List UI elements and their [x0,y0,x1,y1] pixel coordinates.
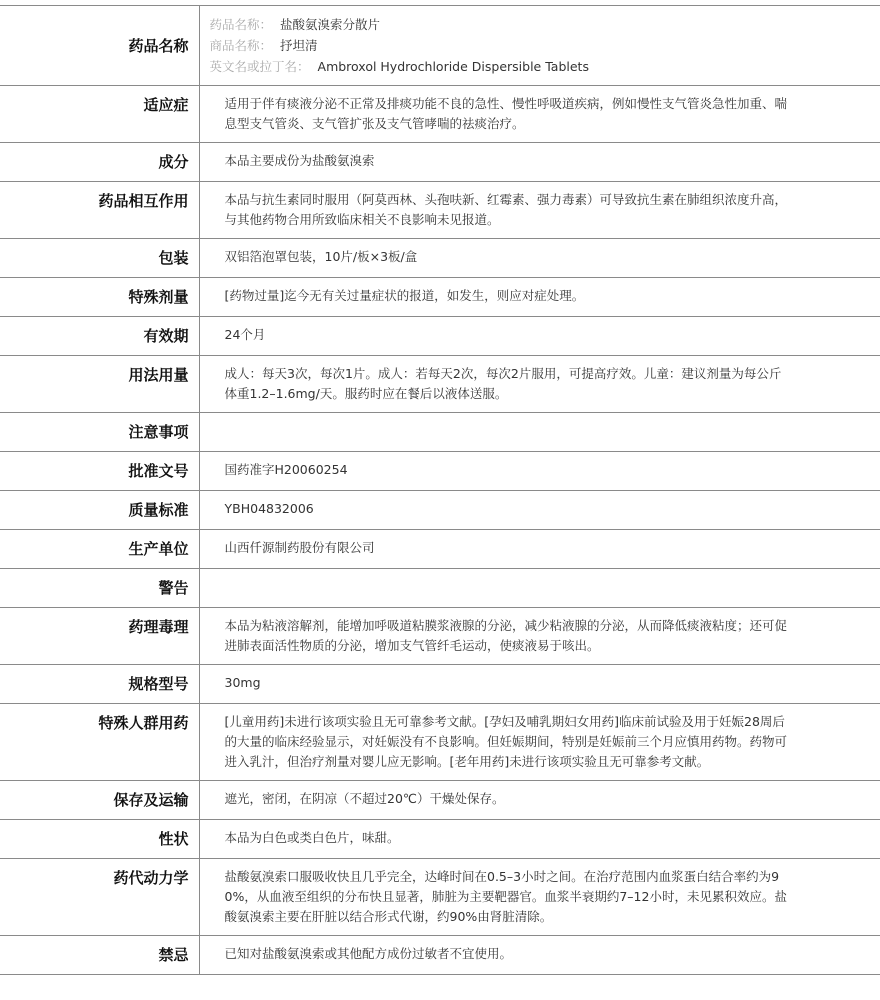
table-row [0,859,880,936]
row-label: 有效期 [0,317,199,356]
row-text [225,421,791,441]
row-value [199,569,880,608]
trade-name-key: 商品名称： [209,38,273,53]
row-label: 药理毒理 [0,608,199,665]
table-row [0,86,880,143]
english-name-key: 英文名或拉丁名： [209,59,310,74]
table-row [0,452,880,491]
row-value [199,859,880,936]
row-text: 盐酸氨溴索口服吸收快且几乎完全，达峰时间在0.5–3小时之间。在治疗范围内血浆蛋白结合率约为90%，从血液至组织的分布快且显著，肺脏为主要靶器官。血浆半衰期约7–12小时，未见累积效应。盐酸氨溴索主要在肝脏以结合形式代谢，约90%由肾脏清除。 [224,869,787,924]
table-row [0,278,880,317]
row-label: 成分 [0,143,199,182]
row-label: 警告 [0,569,199,608]
table-row [0,665,880,704]
row-value [199,781,880,820]
english-name-line [210,56,791,77]
row-text: [药物过量]迄今无有关过量症状的报道，如发生，则应对症处理。 [224,288,585,303]
row-label: 注意事项 [0,413,199,452]
generic-name-line [210,14,791,35]
row-value [199,413,880,452]
table-row [0,182,880,239]
row-value [199,608,880,665]
row-value [199,6,880,86]
row-text: 本品为白色或类白色片，味甜。 [224,830,400,845]
table-row [0,143,880,182]
row-value [199,820,880,859]
row-text: 24个月 [224,327,266,342]
table-row [0,530,880,569]
table-row [0,704,880,781]
row-text: [儿童用药]未进行该项实验且无可靠参考文献。[孕妇及哺乳期妇女用药]临床前试验及用于妊娠28周后的大量的临床经验显示，对妊娠没有不良影响。但妊娠期间，特别是妊娠前三个月应慎用药物。药物可进入乳汁，但治疗剂量对婴儿应无影响。[老年用药]未进行该项实验且无可靠参考文献。 [224,714,788,769]
row-label: 适应症 [0,86,199,143]
row-label: 规格型号 [0,665,199,704]
table-row [0,936,880,975]
table-row [0,239,880,278]
table-row [0,820,880,859]
trade-name-line [210,35,791,56]
row-value [199,452,880,491]
row-label: 特殊剂量 [0,278,199,317]
row-label: 保存及运输 [0,781,199,820]
row-text: 双铝箔泡罩包装，10片/板×3板/盒 [224,249,418,264]
trade-name-value: 抒坦清 [280,38,318,53]
row-value [199,530,880,569]
row-label: 禁忌 [0,936,199,975]
row-value [199,356,880,413]
table-row [0,608,880,665]
row-label: 用法用量 [0,356,199,413]
row-label: 包装 [0,239,199,278]
row-text: 遮光，密闭，在阴凉（不超过20℃）干燥处保存。 [224,791,505,806]
row-value [199,182,880,239]
row-label: 药品名称 [0,6,199,86]
row-text: 本品为粘液溶解剂，能增加呼吸道粘膜浆液腺的分泌，减少粘液腺的分泌，从而降低痰液粘度；还可促进肺表面活性物质的分泌，增加支气管纤毛运动，使痰液易于咳出。 [224,618,788,653]
row-value [199,86,880,143]
row-value [199,704,880,781]
row-label: 药品相互作用 [0,182,199,239]
row-label: 药代动力学 [0,859,199,936]
drug-spec-table [0,5,880,975]
row-label: 特殊人群用药 [0,704,199,781]
row-label: 性状 [0,820,199,859]
table-row-drug-name [0,6,880,86]
english-name-value: Ambroxol Hydrochloride Dispersible Tablets [317,59,589,74]
row-text [225,577,791,597]
generic-name-value: 盐酸氨溴索分散片 [280,17,381,32]
row-value [199,278,880,317]
row-text: 成人：每天3次，每次1片。成人：若每天2次，每次2片服用，可提高疗效。儿童：建议剂量为每公斤体重1.2–1.6mg/天。服药时应在餐后以液体送服。 [224,366,782,401]
row-value [199,936,880,975]
table-row [0,413,880,452]
row-text: YBH04832006 [224,501,314,516]
row-text: 30mg [224,675,261,690]
row-value [199,239,880,278]
row-text: 本品与抗生素同时服用（阿莫西林、头孢呋新、红霉素、强力毒素）可导致抗生素在肺组织浓度升高，与其他药物合用所致临床相关不良影响未见报道。 [224,192,788,227]
generic-name-key: 药品名称： [209,17,273,32]
table-row [0,356,880,413]
table-row [0,569,880,608]
row-label: 生产单位 [0,530,199,569]
row-label: 质量标准 [0,491,199,530]
row-text: 适用于伴有痰液分泌不正常及排痰功能不良的急性、慢性呼吸道疾病，例如慢性支气管炎急性加重、喘息型支气管炎、支气管扩张及支气管哮喘的祛痰治疗。 [224,96,788,131]
table-row [0,491,880,530]
row-value [199,317,880,356]
row-text: 国药准字H20060254 [224,462,348,477]
row-value [199,143,880,182]
row-value [199,665,880,704]
table-row [0,781,880,820]
row-text: 已知对盐酸氨溴索或其他配方成份过敏者不宜使用。 [224,946,513,961]
row-value [199,491,880,530]
row-text: 山西仟源制药股份有限公司 [224,540,375,555]
table-row [0,317,880,356]
row-text: 本品主要成份为盐酸氨溴索 [224,153,375,168]
row-label: 批准文号 [0,452,199,491]
